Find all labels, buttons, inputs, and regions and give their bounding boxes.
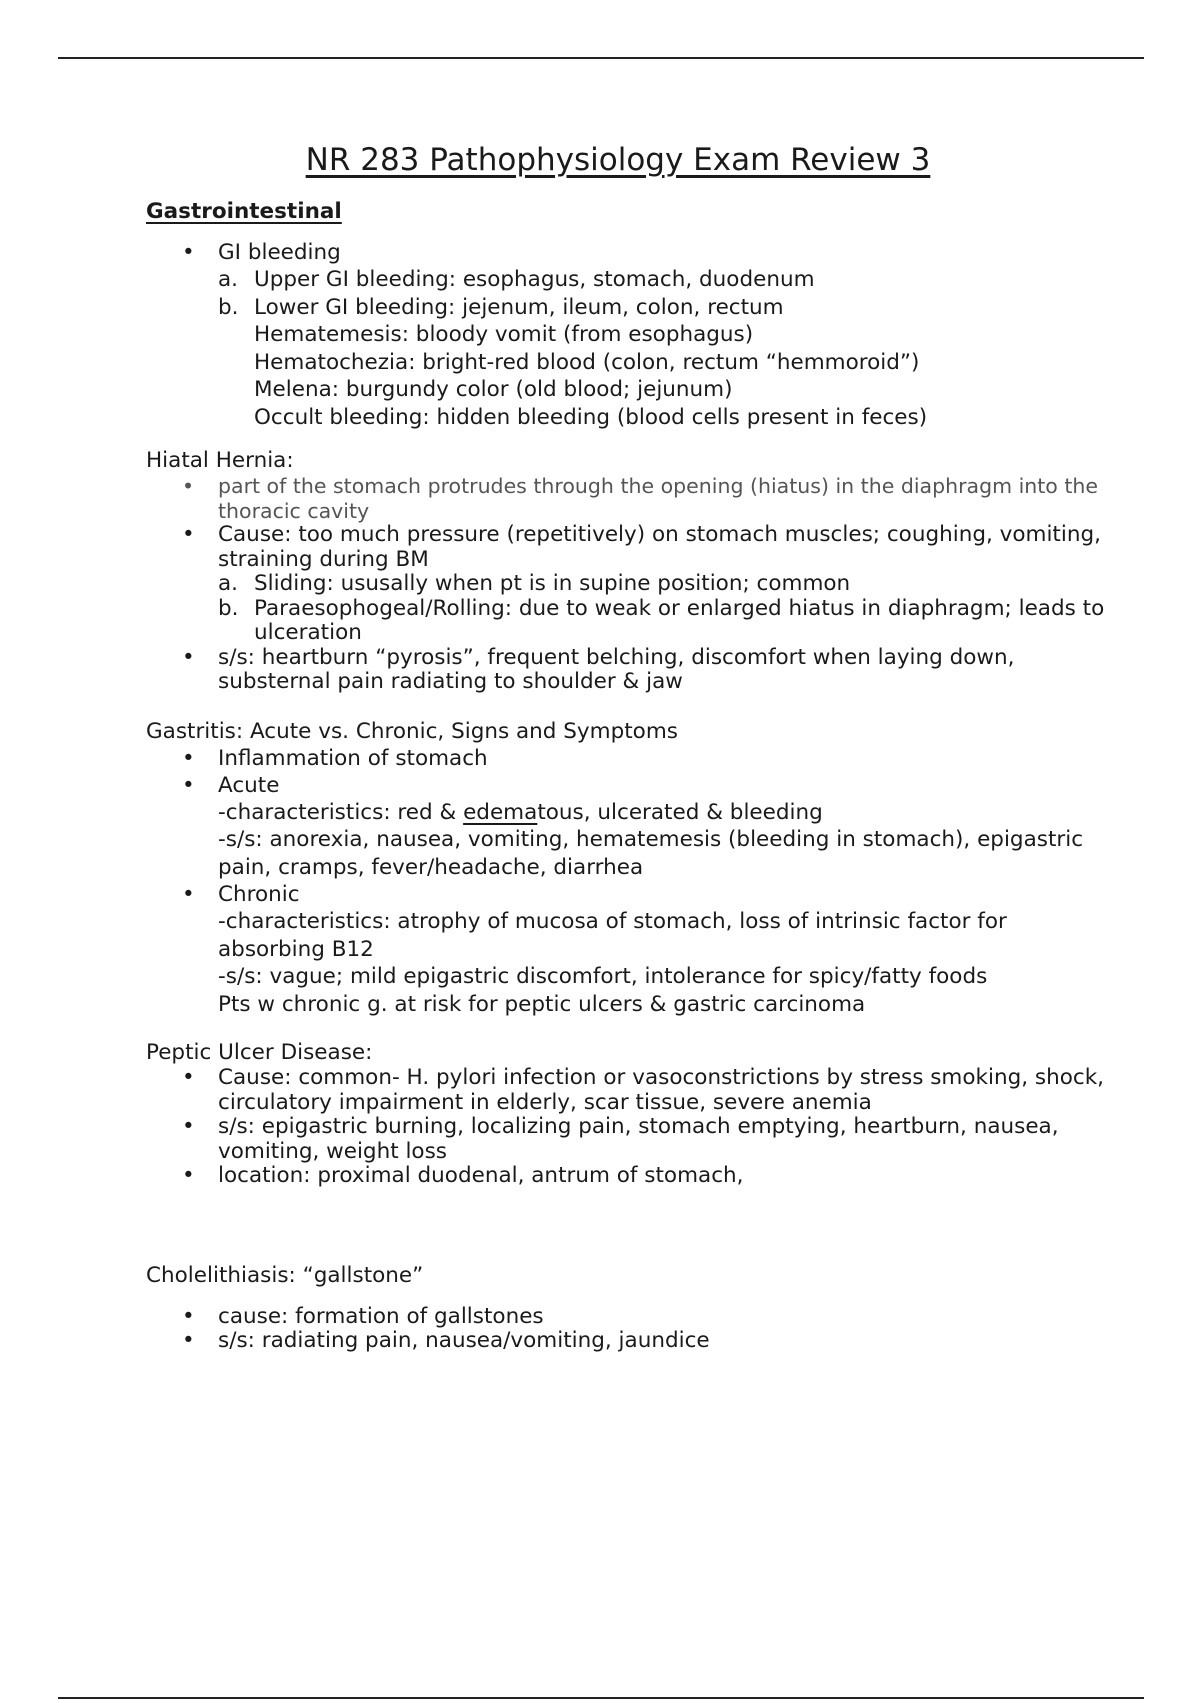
bullet-icon: • (182, 522, 195, 547)
list-item: • Cause: common- H. pylori infection or vasoconstrictions by stress smoking, shock, circulatory impairment in elderly, scar tissue, severe anemia (182, 1065, 1104, 1115)
footer-rule (58, 1697, 1144, 1699)
list-item: • s/s: epigastric burning, localizing pain, stomach emptying, heartburn, nausea, vomiting, weight loss (182, 1114, 1059, 1164)
text-line: Hematemesis: bloody vomit (from esophagus) (254, 322, 754, 347)
bullet-icon: • (182, 1303, 195, 1329)
text-line: -s/s: anorexia, nausea, vomiting, hematemesis (bleeding in stomach), epigastric pain, cramps, fever/headache, diarrhea (218, 827, 1084, 880)
list-item: • part of the stomach protrudes through the opening (hiatus) in the diaphragm into the thoracic cavity (182, 474, 1099, 523)
bullet-icon: • (182, 1163, 195, 1188)
bullet-icon: • (182, 240, 195, 265)
bullet-icon: • (182, 1328, 195, 1353)
bullet-icon: • (182, 1114, 195, 1139)
bullet-icon: • (182, 772, 195, 798)
text-line: -characteristics: atrophy of mucosa of stomach, loss of intrinsic factor for absorbing B12 (218, 909, 1007, 962)
hiatal-heading: Hiatal Hernia: (146, 448, 294, 473)
list-item: b. Paraesophogeal/Rolling: due to weak or enlarged hiatus in diaphragm; leads to ulceration (218, 595, 1105, 645)
list-item: b. Lower GI bleeding: jejenum, ileum, colon, rectum (218, 294, 784, 320)
list-item: • Cause: too much pressure (repetitively) on stomach muscles; coughing, vomiting, straining during BM (182, 522, 1101, 572)
document-body (146, 199, 1106, 1354)
list-item: • Inflammation of stomach (182, 745, 488, 771)
page-title: NR 283 Pathophysiology Exam Review 3 (305, 142, 931, 178)
gastritis-heading: Gastritis: Acute vs. Chronic, Signs and Symptoms (146, 718, 678, 744)
text-line: Occult bleeding: hidden bleeding (blood cells present in feces) (254, 404, 928, 430)
list-item: • GI bleeding (182, 240, 341, 265)
list-item: a. Upper GI bleeding: esophagus, stomach, duodenum (218, 267, 815, 292)
list-item: • cause: formation of gallstones (182, 1303, 544, 1329)
list-item: • Chronic (182, 882, 300, 907)
list-item: • Acute (182, 772, 280, 798)
list-item: • s/s: heartburn “pyrosis”, frequent belching, discomfort when laying down, substernal pain radiating to shoulder & jaw (182, 644, 1015, 694)
gi-heading: Gastrointestinal (146, 199, 342, 224)
bullet-icon: • (182, 474, 195, 498)
text-line: -s/s: vague; mild epigastric discomfort, intolerance for spicy/fatty foods (218, 964, 988, 989)
peptic-heading: Peptic Ulcer Disease: (146, 1040, 373, 1065)
text-line: Hematochezia: bright-red blood (colon, rectum “hemmoroid”) (254, 349, 920, 375)
text-line: Pts w chronic g. at risk for peptic ulcers & gastric carcinoma (218, 991, 866, 1017)
bullet-icon: • (182, 1065, 195, 1090)
bullet-icon: • (182, 745, 195, 771)
list-item: • location: proximal duodenal, antrum of stomach, (182, 1163, 744, 1188)
list-item: a. Sliding: ususally when pt is in supine position; common (218, 571, 851, 596)
text-line: -characteristics: red & edematous, ulcerated & bleeding (218, 799, 823, 825)
list-item: • s/s: radiating pain, nausea/vomiting, jaundice (182, 1328, 710, 1353)
chole-heading: Cholelithiasis: “gallstone” (146, 1262, 424, 1288)
bullet-icon: • (182, 644, 195, 670)
text-line: Melena: burgundy color (old blood; jejunum) (254, 377, 733, 402)
header-rule (58, 57, 1144, 59)
bullet-icon: • (182, 882, 195, 907)
